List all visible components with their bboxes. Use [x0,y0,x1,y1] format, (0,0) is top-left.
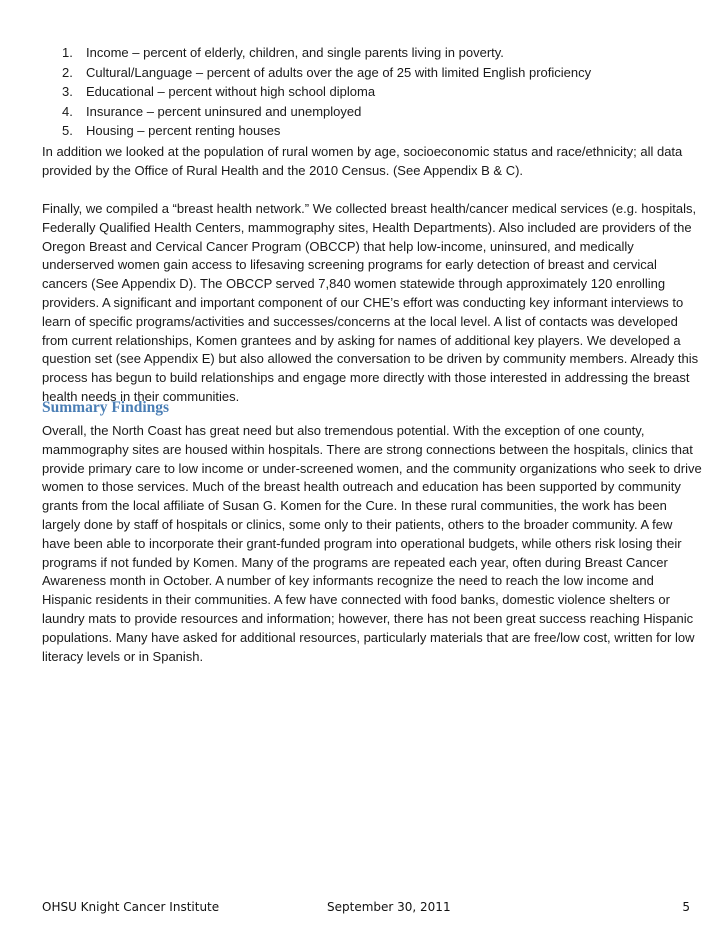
list-item: 1. Income – percent of elderly, children, and single parents living in poverty. [62,45,504,60]
paragraph-population: In addition we looked at the population of rural women by age, socioeconomic status and race/ethnicity; all data provided by the Office of Rural Health and the 2010 Census. (See Appendix B & C). [42,144,683,178]
criteria-list [62,43,702,141]
paragraph-summary-findings: Overall, the North Coast has great need but also tremendous potential. With the exception of one county, mammography sites are housed within hospitals. There are strong connections between the hospitals, clinics that provide primary care to low income or under-screened women, and the community organizations who seek to drive women to those services. Much of the breast health outreach and education has been supported by community grants from the local affiliate of Susan G. Komen for the Cure. In these rural communities, the work has been largely done by staff of hospitals or clinics, some only to their patients, others to the broader community. A few have been able to incorporate their grant-funded program into operational budgets, while others risk losing their programs if not funded by Komen. Many of the programs are repeated each year, often during Breast Cancer Awareness month in October. A number of key informants recognize the need to reach the low income and Hispanic residents in their communities. A few have connected with food banks, domestic violence shelters or laundry mats to provide resources and information; however, there has not been great success reaching Hispanic populations. Many have asked for additional resources, particularly materials that are free/low cost, written for low literacy levels or in Spanish. [42,423,702,664]
page-footer [0,900,728,920]
paragraph-breast-health-network: Finally, we compiled a “breast health network.” We collected breast health/cancer medical services (e.g. hospitals, Federally Qualified Health Centers, mammography sites, Health Departments). Also included are providers of the Oregon Breast and Cervical Cancer Program (OBCCP) that help low-income, uninsured, and medically underserved women gain access to lifesaving screening programs for early detection of breast and cervical cancers (See Appendix D). The OBCCP served 7,840 women statewide through approximately 120 enrolling providers. A significant and important component of our CHE’s effort was conducting key informant interviews to learn of specific programs/activities and successes/concerns at the local level. A list of contacts was developed from current relationships, Komen grantees and by asking for names of additional key players. We developed a question set (see Appendix E) but also allowed the conversation to be driven by community members. Already this process has begun to build relationships and engage more directly with those interested in addressing the breast health needs in their communities. [42,201,699,404]
list-item: 5. Housing – percent renting houses [62,123,281,138]
section-heading-summary-findings: Summary Findings [42,399,170,416]
list-item: 3. Educational – percent without high school diploma [62,84,376,99]
footer-date: September 30, 2011 [327,900,451,914]
page-number: 5 [682,900,690,914]
list-item: 2. Cultural/Language – percent of adults over the age of 25 with limited English proficiency [62,64,592,80]
footer-organization: OHSU Knight Cancer Institute [42,900,220,914]
list-item: 4. Insurance – percent uninsured and unemployed [62,103,362,119]
